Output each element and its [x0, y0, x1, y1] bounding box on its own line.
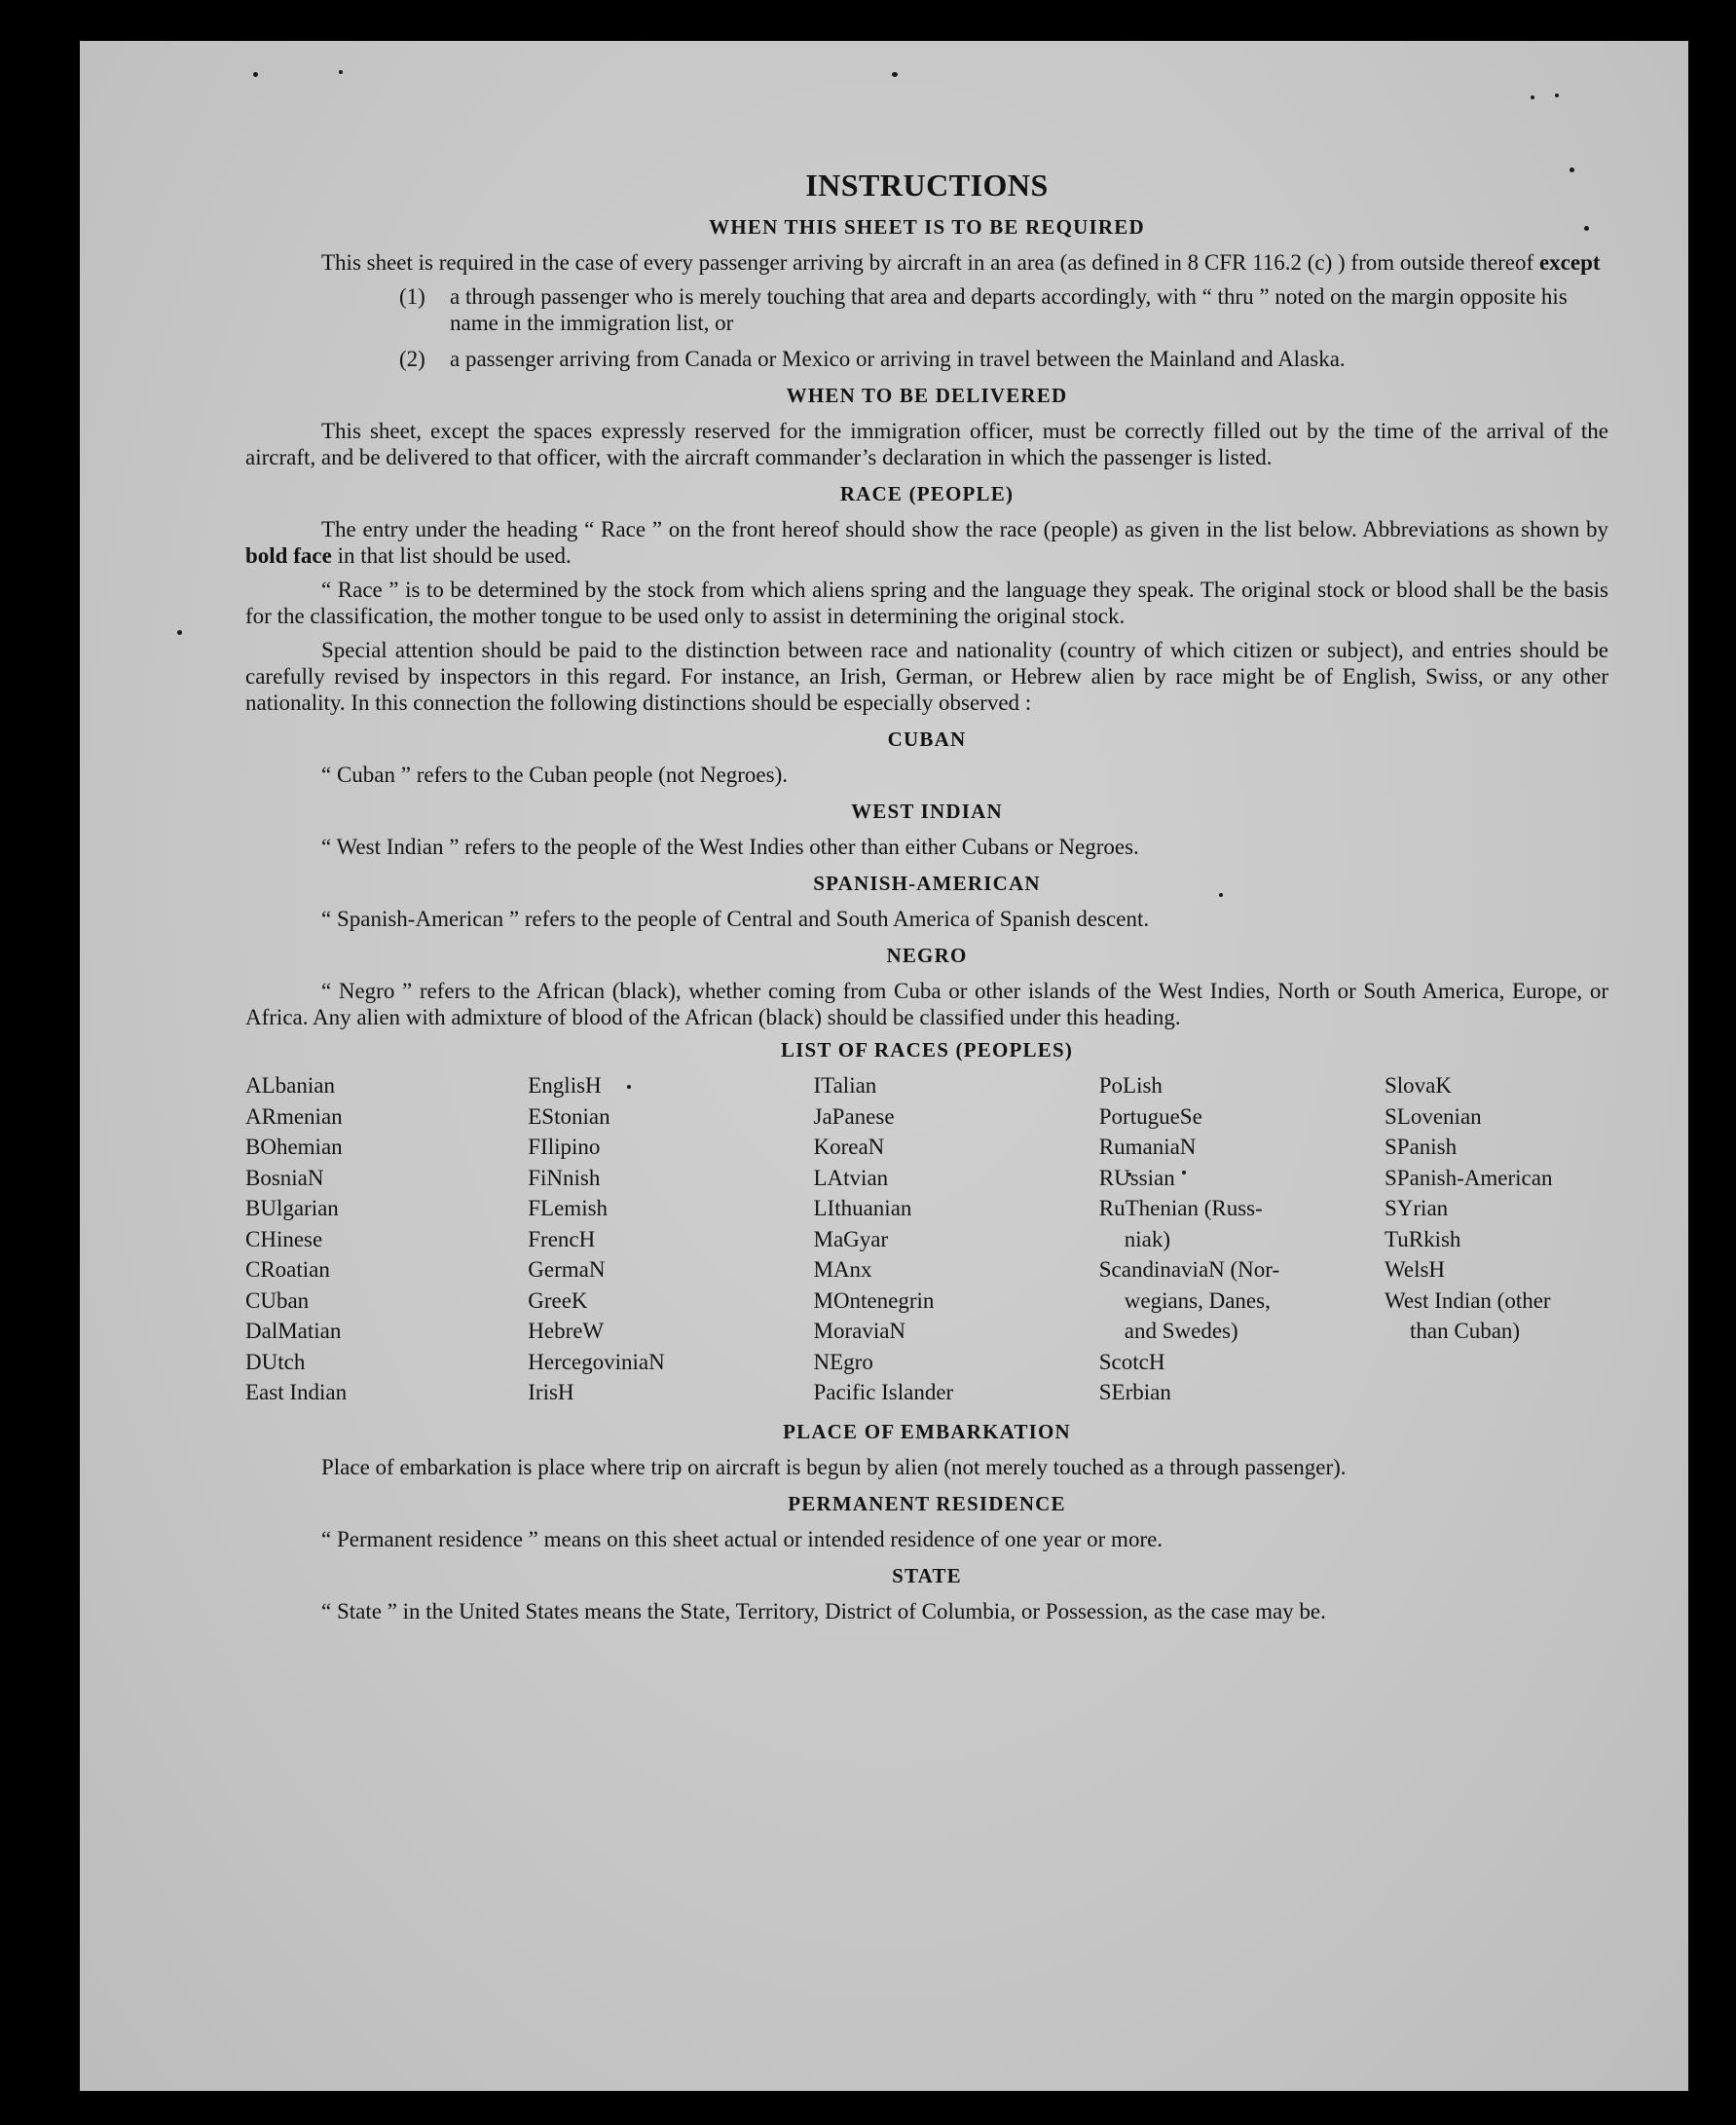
- scan-speck: [177, 630, 182, 635]
- races-column: [245, 1070, 510, 1408]
- state-text: “ State ” in the United States means the State, Territory, District of Columbia, or Possession, as the case may be.: [321, 1598, 1326, 1623]
- race-entry: MoraviaN: [813, 1319, 906, 1343]
- race-entry: IrisH: [528, 1380, 574, 1404]
- race-entry: FrencH: [528, 1226, 596, 1251]
- race-entry: RumaniaN: [1098, 1135, 1197, 1159]
- race-entry: ALbanian: [245, 1073, 335, 1098]
- race-p1-bold: bold face: [245, 543, 332, 568]
- page-title: INSTRUCTIONS: [805, 168, 1049, 203]
- race-entry: MaGyar: [813, 1226, 889, 1251]
- race-entry: LAtvian: [813, 1165, 889, 1190]
- race-entry: West Indian (other: [1385, 1287, 1551, 1313]
- scan-speck: [339, 70, 343, 74]
- race-entry: SlovaK: [1385, 1073, 1452, 1098]
- race-entry: FIlipino: [528, 1135, 601, 1159]
- race-entry: SPanish: [1385, 1135, 1458, 1159]
- race-entry: PortugueSe: [1098, 1103, 1202, 1129]
- races-column: [814, 1070, 1082, 1408]
- when-required-except: except: [1538, 250, 1601, 275]
- race-entry: NEgro: [813, 1349, 873, 1374]
- race-entry: GreeK: [528, 1287, 588, 1313]
- exception-item: [399, 283, 1608, 336]
- instructions-content: [245, 168, 1608, 1632]
- race-entry: Pacific Islander: [813, 1380, 954, 1404]
- race-entry: MOntenegrin: [813, 1287, 935, 1313]
- races-list: [245, 1070, 1608, 1408]
- race-paragraph-2: “ Race ” is to be determined by the stock from which aliens spring and the language they speak. The original stock or blood shall be the basis for the classification, the mother tongue to be used only to assist in determining the original stock.: [245, 578, 1608, 628]
- race-entry: CUban: [245, 1287, 310, 1313]
- race-p1-a: The entry under the heading “ Race ” on the front hereof should show the race (people) as given in the list below. Abbreviations as shown by: [321, 517, 1608, 541]
- race-entry: CRoatian: [245, 1257, 330, 1282]
- races-column: [528, 1070, 795, 1408]
- race-entry: ITalian: [813, 1073, 877, 1098]
- race-entry-continuation: and Swedes): [1124, 1319, 1238, 1343]
- race-entry: LIthuanian: [813, 1196, 912, 1220]
- heading-races-list: LIST OF RACES (PEOPLES): [780, 1038, 1074, 1062]
- heading-race: RACE (PEOPLE): [839, 482, 1015, 505]
- exception-item: [399, 346, 1608, 372]
- exceptions-list: [399, 283, 1608, 372]
- spanish-american-text: “ Spanish-American ” refers to the people of Central and South America of Spanish descent.: [321, 907, 1150, 931]
- heading-west-indian: WEST INDIAN: [851, 800, 1003, 823]
- cuban-text: “ Cuban ” refers to the Cuban people (not Negroes).: [321, 763, 789, 787]
- race-entry: EStonian: [528, 1103, 610, 1129]
- race-entry: SLovenian: [1385, 1103, 1482, 1129]
- heading-cuban: CUBAN: [887, 727, 967, 751]
- race-entry: East Indian: [245, 1380, 348, 1404]
- race-entry: EnglisH: [528, 1073, 602, 1098]
- race-entry: SPanish-American: [1385, 1165, 1553, 1190]
- race-paragraph-1: [245, 516, 1608, 569]
- heading-negro: NEGRO: [886, 944, 968, 967]
- race-entry: SYrian: [1385, 1196, 1449, 1220]
- race-entry-continuation: niak): [1124, 1226, 1171, 1251]
- race-entry: BOhemian: [245, 1135, 343, 1159]
- when-required-intro: [245, 249, 1608, 276]
- heading-when-required: WHEN THIS SHEET IS TO BE REQUIRED: [709, 215, 1145, 239]
- race-entry: CHinese: [245, 1226, 323, 1251]
- race-entry: WelsH: [1385, 1257, 1446, 1282]
- race-p1-b: in that list should be used.: [337, 543, 572, 568]
- races-column: [1385, 1070, 1608, 1408]
- scan-speck: [892, 72, 898, 77]
- when-delivered-text: This sheet, except the spaces expressly reserved for the immigration officer, must be correctly filled out by the time of the arrival of the aircraft, and be delivered to that officer, with the aircraft commander’s declaration in which the passenger is listed.: [245, 419, 1608, 469]
- race-entry: RUssian: [1098, 1165, 1175, 1190]
- races-column: [1099, 1070, 1367, 1408]
- scan-speck: [1531, 95, 1534, 99]
- race-entry: HebreW: [528, 1319, 605, 1343]
- west-indian-text: “ West Indian ” refers to the people of the West Indies other than either Cubans or Negroes.: [321, 835, 1139, 859]
- race-entry: JaPanese: [813, 1103, 895, 1129]
- race-entry: FLemish: [528, 1196, 609, 1220]
- negro-text: “ Negro ” refers to the African (black), whether coming from Cuba or other islands of the West Indies, North or South America, Europe, or Africa. Any alien with admixture of blood of the African (black) should be classified under this heading.: [245, 979, 1608, 1029]
- heading-state: STATE: [892, 1563, 962, 1587]
- exception-text: a through passenger who is merely touching that area and departs accordingly, with “ thru ” noted on the margin opposite his name in the immigration list, or: [450, 284, 1568, 335]
- scan-speck: [1555, 93, 1559, 97]
- race-entry: ScandinaviaN (Nor-: [1098, 1257, 1280, 1282]
- exception-text: a passenger arriving from Canada or Mexico or arriving in travel between the Mainland and Alaska.: [450, 347, 1346, 371]
- race-entry: ScotcH: [1098, 1349, 1165, 1374]
- race-entry: SErbian: [1098, 1380, 1171, 1404]
- race-entry: FiNnish: [528, 1165, 601, 1190]
- document-sheet: [80, 41, 1688, 2091]
- embarkation-text: Place of embarkation is place where trip on aircraft is begun by alien (not merely touched as a through passenger).: [321, 1454, 1347, 1479]
- race-entry-continuation: than Cuban): [1410, 1319, 1521, 1343]
- exception-number: (1): [399, 284, 425, 309]
- race-entry: BUlgarian: [245, 1196, 339, 1220]
- heading-when-delivered: WHEN TO BE DELIVERED: [786, 384, 1068, 407]
- race-entry: MAnx: [813, 1257, 872, 1282]
- heading-residence: PERMANENT RESIDENCE: [788, 1491, 1066, 1515]
- race-entry: RuThenian (Russ-: [1098, 1196, 1263, 1220]
- exception-number: (2): [399, 347, 425, 371]
- scan-speck: [253, 72, 258, 77]
- race-entry: GermaN: [528, 1257, 606, 1282]
- when-required-intro-text: This sheet is required in the case of every passenger arriving by aircraft in an area (as defined in 8 CFR 116.2 (c) ) from outside thereof: [321, 250, 1534, 275]
- race-entry-continuation: wegians, Danes,: [1124, 1287, 1271, 1313]
- race-entry: KoreaN: [813, 1135, 885, 1159]
- race-entry: TuRkish: [1385, 1226, 1461, 1251]
- race-entry: DUtch: [245, 1349, 306, 1374]
- race-entry: HercegoviniaN: [528, 1349, 665, 1374]
- race-entry: BosniaN: [245, 1165, 324, 1190]
- race-entry: PoLish: [1098, 1073, 1163, 1098]
- heading-embarkation: PLACE OF EMBARKATION: [783, 1419, 1071, 1443]
- residence-text: “ Permanent residence ” means on this sheet actual or intended residence of one year or more.: [321, 1526, 1163, 1551]
- heading-spanish-american: SPANISH-AMERICAN: [813, 872, 1041, 895]
- race-entry: ARmenian: [245, 1103, 343, 1129]
- race-entry: DalMatian: [245, 1319, 342, 1343]
- race-paragraph-3: Special attention should be paid to the distinction between race and nationality (country of which citizen or subject), and entries should be carefully revised by inspectors in this regard. For instance, an Irish, German, or Hebrew alien by race might be of English, Swiss, or any other nationality. In this connection the following distinctions should be especially observed :: [245, 638, 1608, 715]
